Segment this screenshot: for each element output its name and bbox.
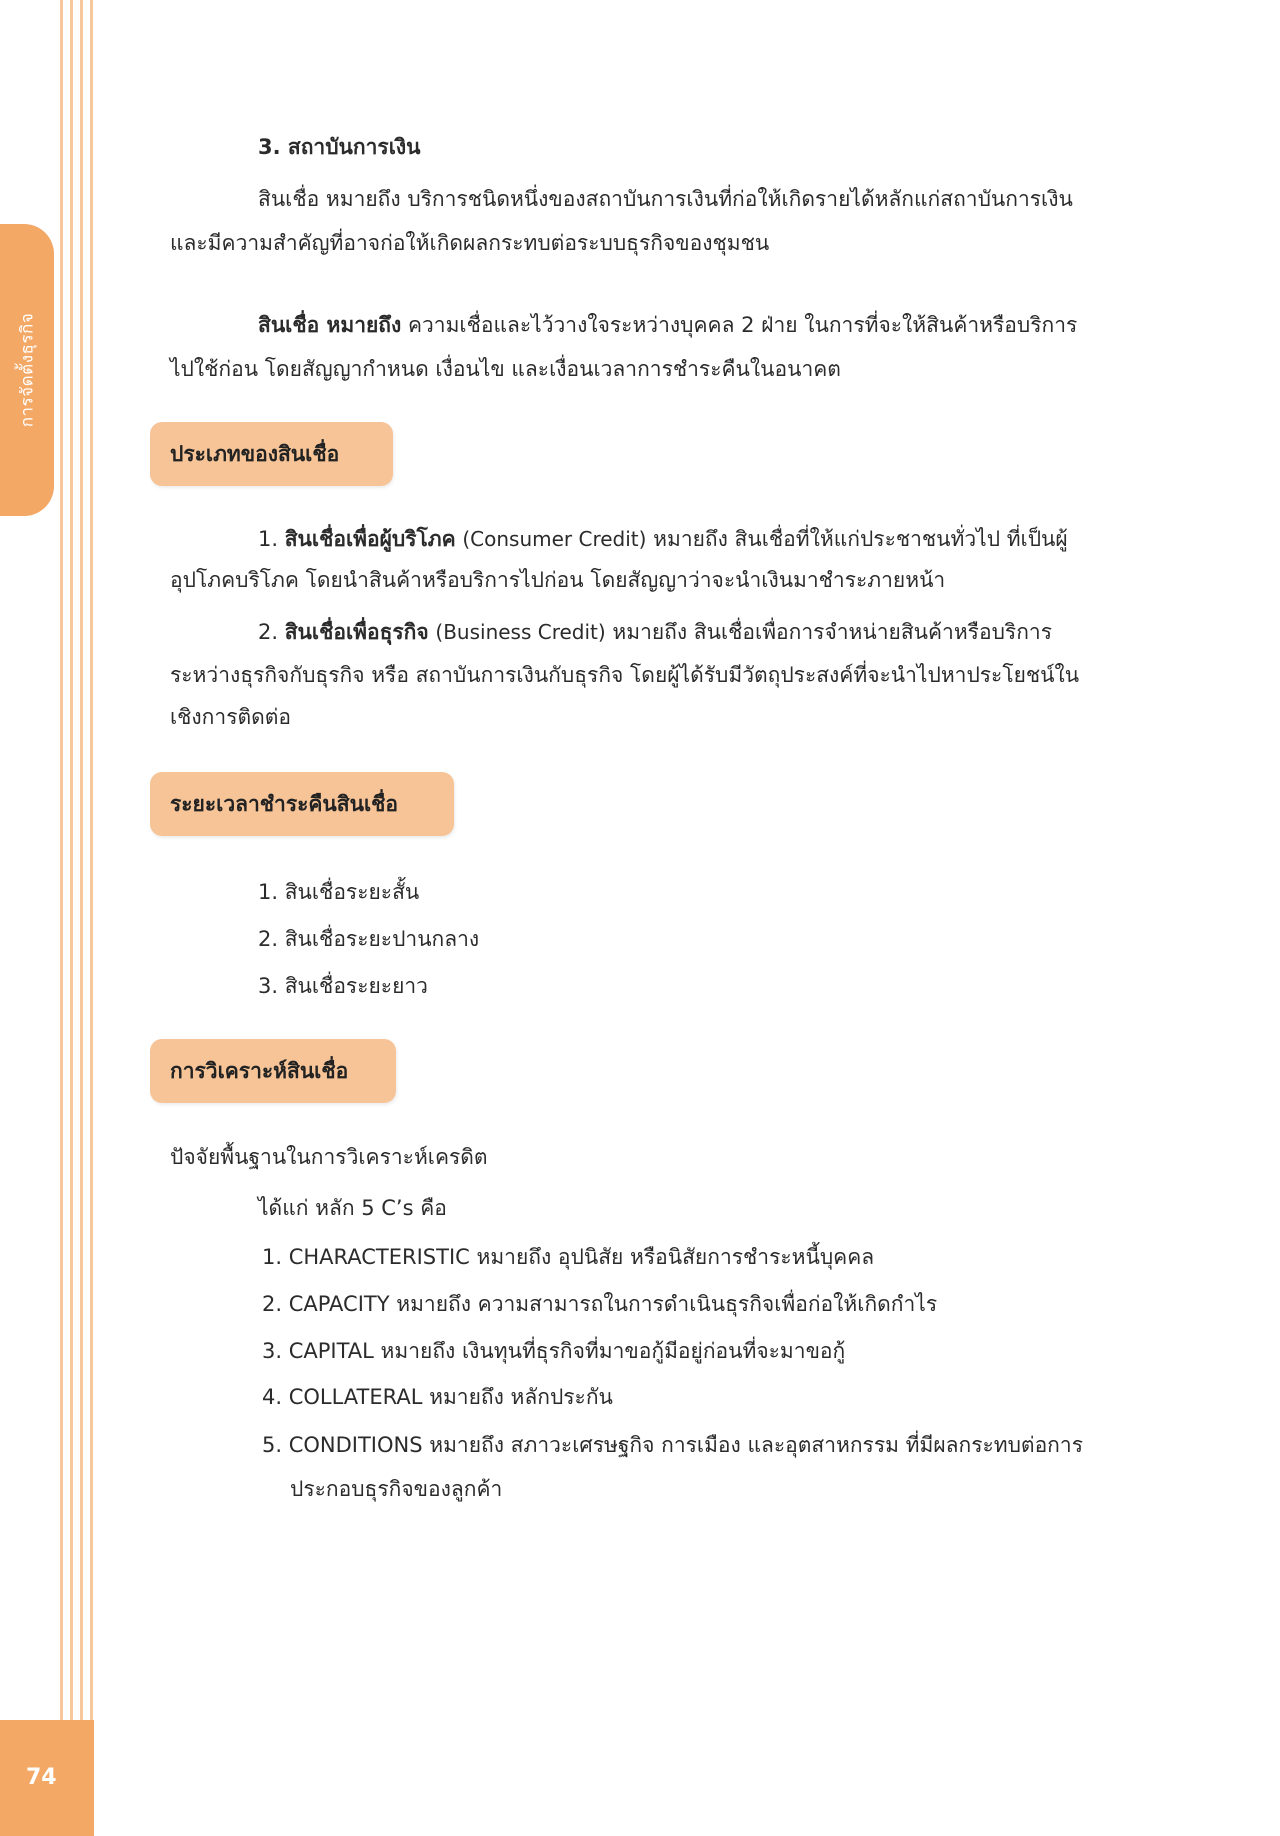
item-english: (Consumer Credit) [462, 527, 647, 551]
margin-line [70, 0, 73, 1836]
definition-line: ไปใช้ก่อน โดยสัญญากำหนด เงื่อนไข และเงื่อนเวลาการชำระคืนในอนาคต [170, 357, 841, 381]
list-item [258, 524, 1068, 554]
item-term: สินเชื่อเพื่อธุรกิจ [284, 620, 429, 644]
five-c-item: 3. CAPITAL หมายถึง เงินทุนที่ธุรกิจที่มาขอกู้มีอยู่ก่อนที่จะมาขอกู้ [262, 1339, 846, 1363]
paragraph-line: สินเชื่อ หมายถึง บริการชนิดหนึ่งของสถาบันการเงินที่ก่อให้เกิดรายได้หลักแก่สถาบันการเงิน [258, 187, 1073, 211]
margin-line [80, 0, 83, 1836]
section-heading-terms: ระยะเวลาชำระคืนสินเชื่อ [150, 772, 454, 836]
five-c-item-line: ประกอบธุรกิจของลูกค้า [290, 1477, 503, 1501]
five-c-item: 5. CONDITIONS หมายถึง สภาวะเศรษฐกิจ การเมือง และอุตสาหกรรม ที่มีผลกระทบต่อการ [262, 1433, 1083, 1457]
five-c-item: 2. CAPACITY หมายถึง ความสามารถในการดำเนินธุรกิจเพื่อก่อให้เกิดกำไร [262, 1292, 938, 1316]
item-text: หมายถึง สินเชื่อที่ให้แก่ประชาชนทั่วไป ที่เป็นผู้ [646, 527, 1068, 551]
item-number: 2. [258, 620, 279, 644]
list-item: 3. สินเชื่อระยะยาว [258, 974, 428, 998]
paragraph-line: ปัจจัยพื้นฐานในการวิเคราะห์เครดิต [170, 1145, 488, 1169]
paragraph-line: ได้แก่ หลัก 5 C’s คือ [258, 1196, 447, 1220]
item-english: (Business Credit) [435, 620, 606, 644]
paragraph-line: และมีความสำคัญที่อาจก่อให้เกิดผลกระทบต่อระบบธุรกิจของชุมชน [170, 231, 770, 255]
list-item-line: เชิงการติดต่อ [170, 705, 291, 729]
list-item: 1. สินเชื่อระยะสั้น [258, 880, 420, 904]
section-heading-analysis: การวิเคราะห์สินเชื่อ [150, 1039, 396, 1103]
item-text: หมายถึง สินเชื่อเพื่อการจำหน่ายสินค้าหรือบริการ [605, 620, 1052, 644]
five-c-item: 4. COLLATERAL หมายถึง หลักประกัน [262, 1385, 613, 1409]
item-term: สินเชื่อเพื่อผู้บริโภค [284, 527, 456, 551]
chapter-tab-label: การจัดตั้งธุรกิจ [17, 312, 38, 428]
list-item-line: ระหว่างธุรกิจกับธุรกิจ หรือ สถาบันการเงินกับธุรกิจ โดยผู้ได้รับมีวัตถุประสงค์ที่จะนำไปหาประโยชน์ใน [170, 663, 1080, 687]
definition-text: ความเชื่อและไว้วางใจระหว่างบุคคล 2 ฝ่าย ในการที่จะให้สินค้าหรือบริการ [401, 313, 1078, 337]
list-item-line: อุปโภคบริโภค โดยนำสินค้าหรือบริการไปก่อน โดยสัญญาว่าจะนำเงินมาชำระภายหน้า [170, 568, 946, 592]
five-c-item: 1. CHARACTERISTIC หมายถึง อุปนิสัย หรือนิสัยการชำระหนี้บุคคล [262, 1245, 875, 1269]
definition-term: สินเชื่อ หมายถึง [258, 313, 402, 337]
margin-line [60, 0, 63, 1836]
page-number: 74 [26, 1765, 57, 1790]
list-item [258, 617, 1052, 647]
item-number: 1. [258, 527, 279, 551]
section-heading-types: ประเภทของสินเชื่อ [150, 422, 393, 486]
section-title: 3. สถาบันการเงิน [258, 135, 421, 159]
margin-line [90, 0, 93, 1836]
list-item: 2. สินเชื่อระยะปานกลาง [258, 927, 480, 951]
definition-line [258, 310, 1077, 340]
